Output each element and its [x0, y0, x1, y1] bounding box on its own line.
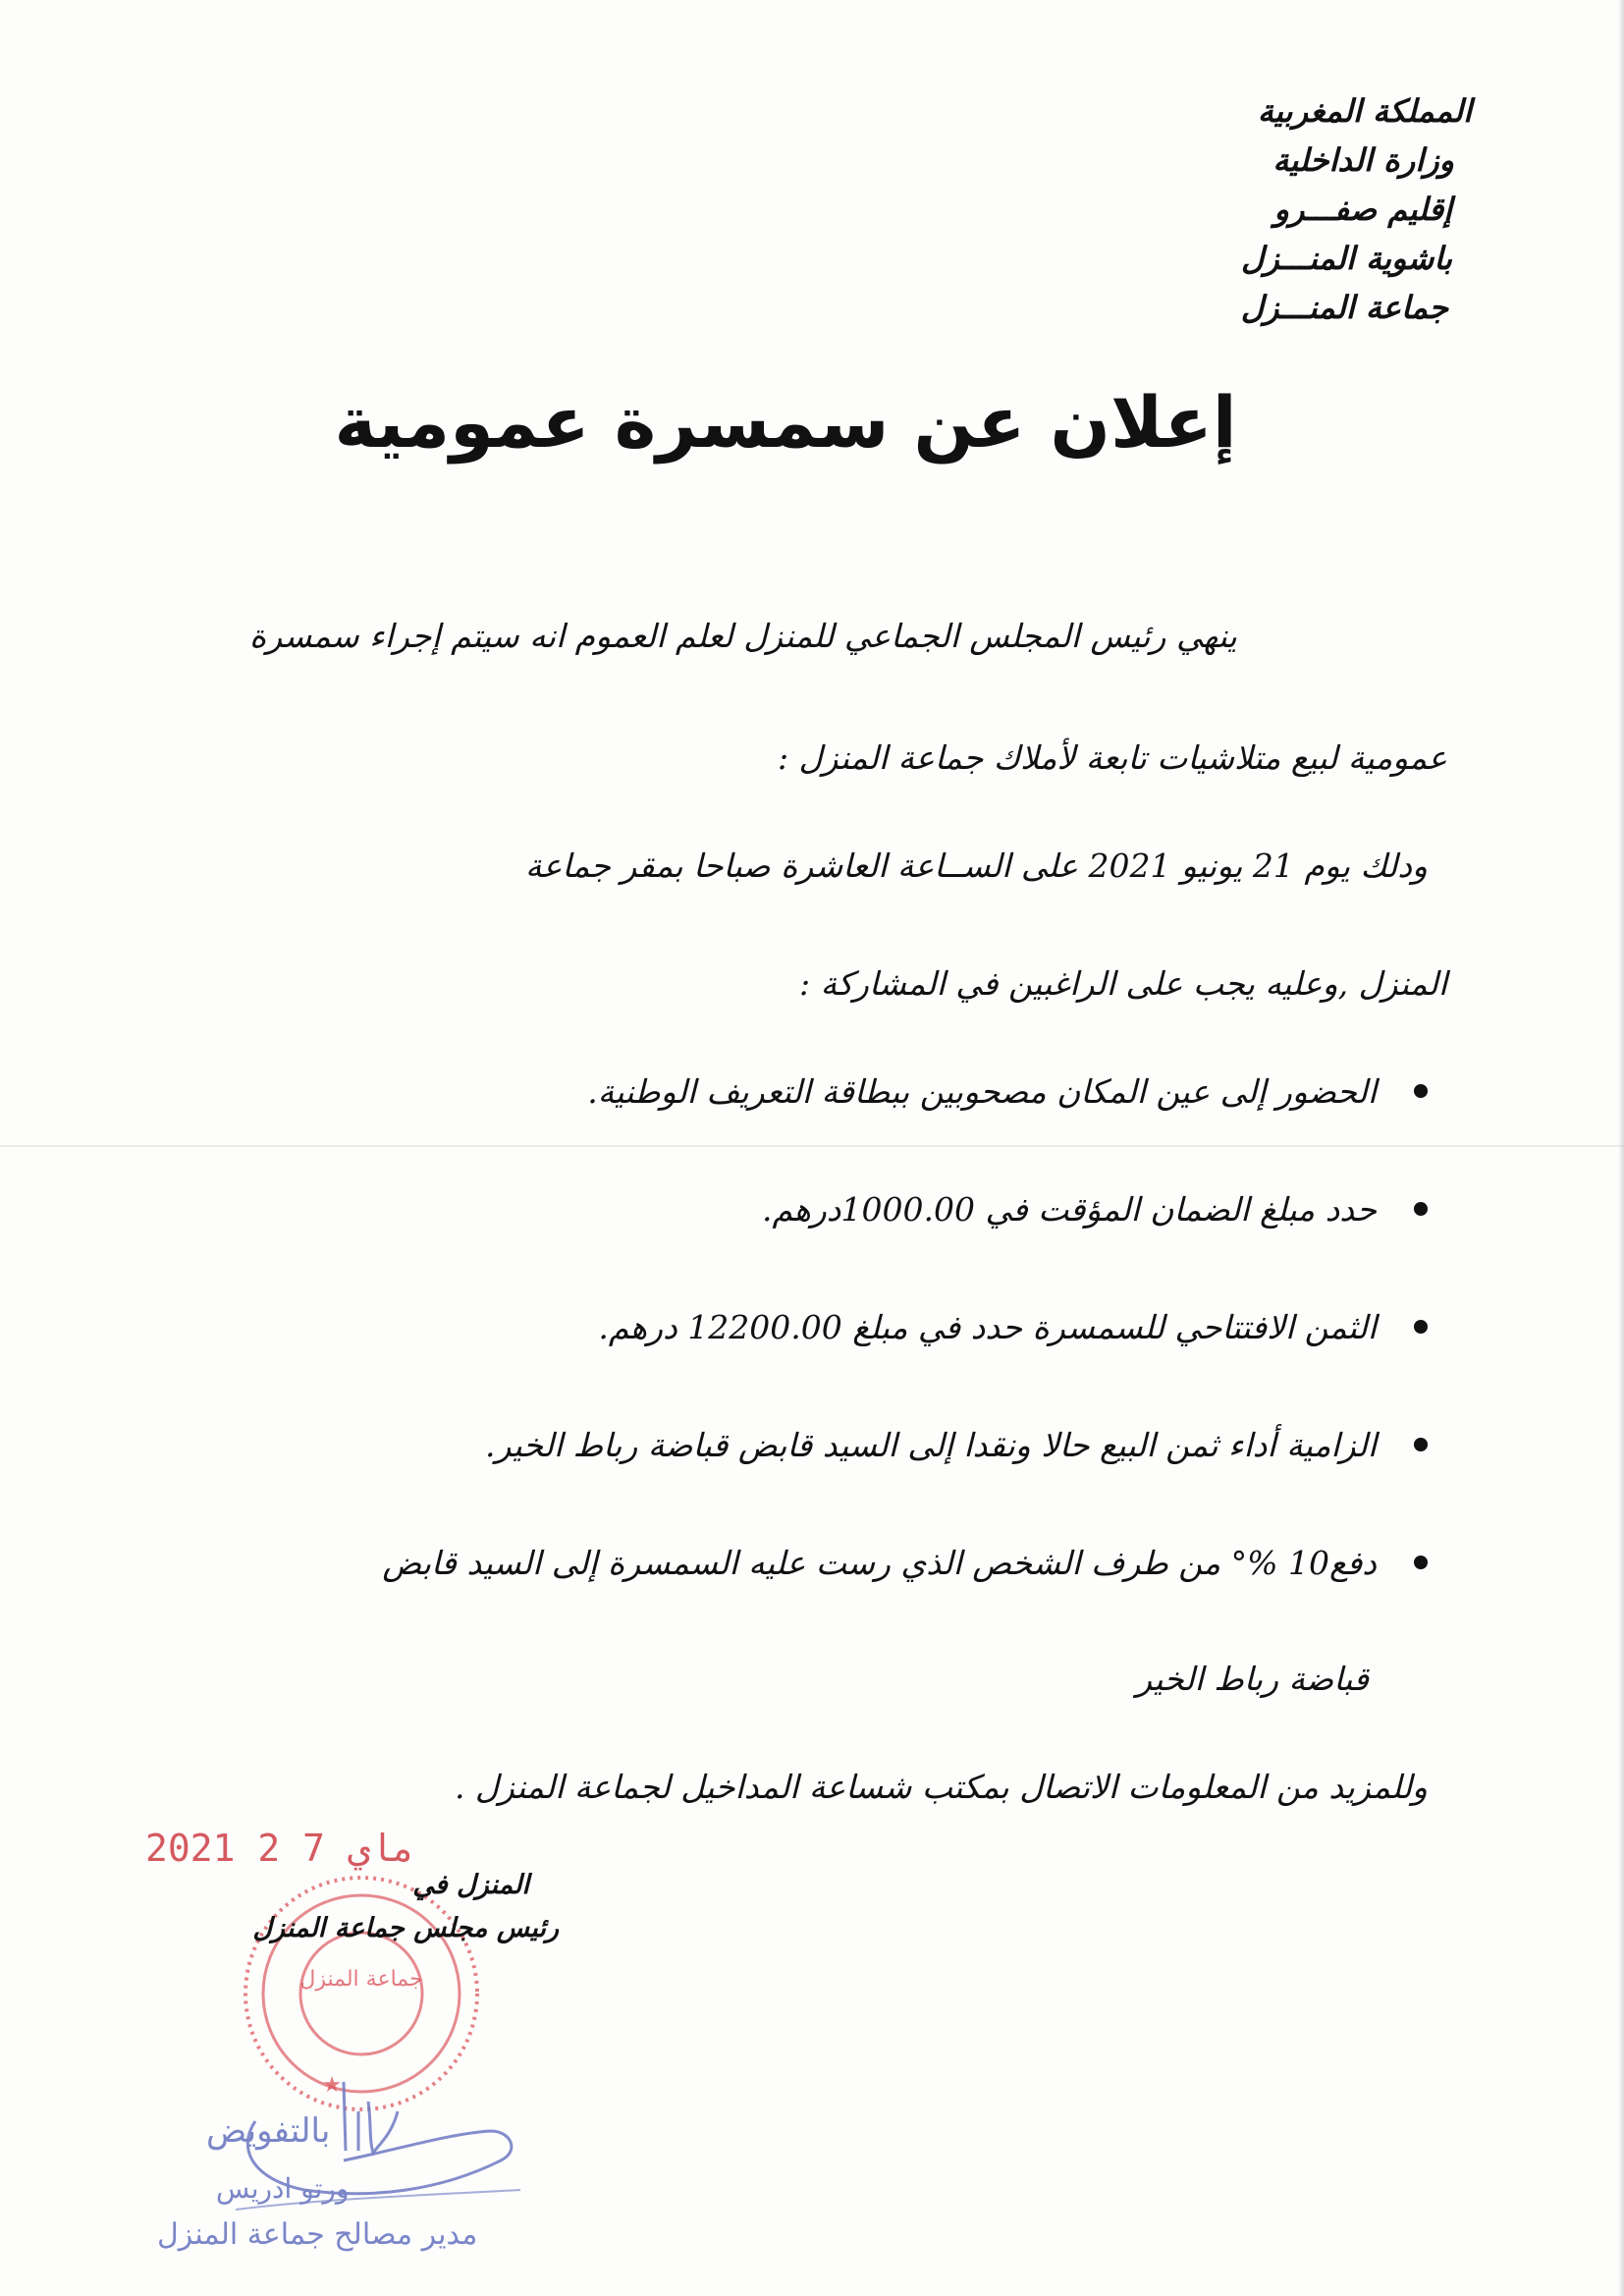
delegation-line: بالتفويض: [206, 2111, 331, 2151]
list-item: [190, 1424, 1428, 1542]
scan-edge-shadow: [1618, 0, 1624, 2296]
seal-inner-text: جماعة المنزل: [299, 1967, 423, 1992]
header-province: إقليم صفـــرو: [1273, 191, 1452, 228]
signature-title: رئيس مجلس جماعة المنزل: [252, 1913, 559, 1943]
svg-text:★: ★: [322, 2073, 342, 2098]
paragraph-4: المنزل ,وعليه يجب على الراغبين في المشاركة :: [799, 964, 1447, 1003]
delegation-role: مدير مصالح جماعة المنزل: [157, 2217, 478, 2252]
bullet-icon: [1414, 1202, 1428, 1216]
conditions-list: [190, 1070, 1428, 1660]
condition-text: الحضور إلى عين المكان مصحوبين ببطاقة التعريف الوطنية.: [587, 1072, 1377, 1111]
list-item: [190, 1306, 1428, 1424]
signature-place: المنزل في: [412, 1870, 529, 1900]
condition-text: دفع10 %° من طرف الشخص الذي رست عليه السمسرة إلى السيد قابض: [382, 1544, 1377, 1582]
condition-text: الثمن الافتتاحي للسمسرة حدد في مبلغ 12200.00 درهم.: [598, 1308, 1377, 1346]
list-item: [190, 1542, 1428, 1660]
list-item: [190, 1070, 1428, 1188]
bullet-icon: [1414, 1438, 1428, 1451]
official-header: [981, 86, 1472, 332]
closing-paragraph: وللمزيد من المعلومات الاتصال بمكتب شساعة المداخيل لجماعة المنزل .: [454, 1768, 1428, 1806]
page-title: إعلان عن سمسرة عمومية: [334, 381, 1237, 464]
list-item: [190, 1188, 1428, 1306]
header-kingdom: المملكة المغربية: [1257, 92, 1472, 130]
header-pashalik: باشوية المنـــزل: [1240, 240, 1452, 277]
delegation-name: ورتو ادريس: [216, 2172, 350, 2205]
paragraph-3: ودلك يوم 21 يونيو 2021 على الســاعة العاشرة صباحا بمقر جماعة: [525, 847, 1428, 885]
condition-text: الزامية أداء ثمن البيع حالا ونقدا إلى السيد قابض قباضة رباط الخير.: [484, 1426, 1377, 1464]
paragraph-2: عمومية لبيع متلاشيات تابعة لأملاك جماعة المنزل :: [777, 738, 1447, 777]
signature-block: [117, 1864, 559, 1950]
condition-text: حدد مبلغ الضمان المؤقت في 1000.00درهم.: [762, 1190, 1377, 1229]
bullet-icon: [1414, 1320, 1428, 1334]
bullet-icon: [1414, 1556, 1428, 1569]
date-stamp: 2021 ماي 7 2: [145, 1827, 415, 1870]
header-commune: جماعة المنـــزل: [1240, 289, 1448, 326]
bullet-icon: [1414, 1084, 1428, 1098]
bullet-continuation: قباضة رباط الخير: [1136, 1660, 1369, 1698]
paragraph-1: ينهي رئيس المجلس الجماعي للمنزل لعلم العموم انه سيتم إجراء سمسرة: [249, 617, 1237, 655]
header-ministry: وزارة الداخلية: [1272, 141, 1454, 179]
